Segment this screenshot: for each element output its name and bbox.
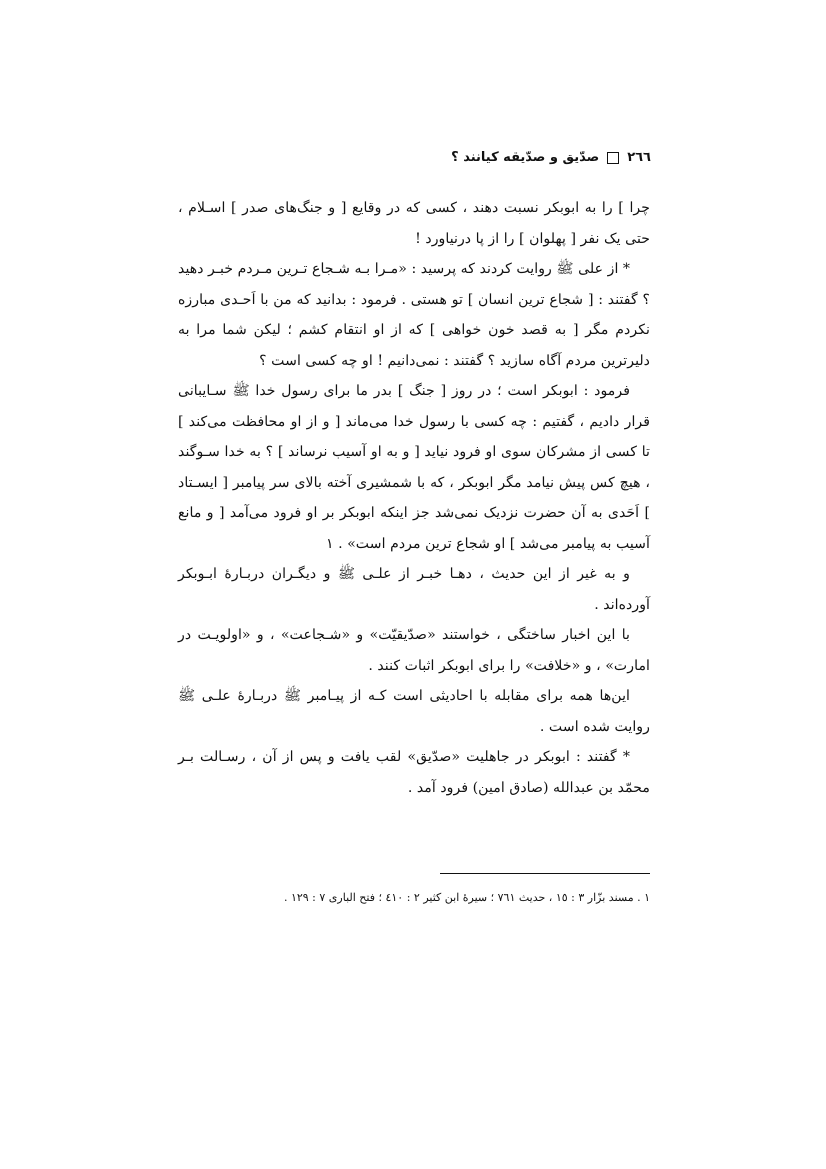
paragraph-5: با این اخبار ساختگی ، خواستند «صدّیقیّت» و «شـجاعت» ، و «اولویـت در امارت» ، و «خلافت» را برای ابوبکر اثبات کنند . <box>178 627 650 674</box>
footnote: ١ . مسند بزّار ٣ : ١٥ ، حدیث ٧٦١ ؛ سیرهٔ ابن کثیر ٢ : ٤١٠ ؛ فتح الباری ٧ : ١٢٩ . <box>283 891 650 904</box>
main-text <box>178 193 650 803</box>
running-header <box>451 150 651 165</box>
paragraph-2: * از علی ﷺ روایت کردند که پرسید : «مـرا بـه شـجاع تـرین مـردم خبـر دهید ؟ گفتند : [ شجاع ترین انسان ] تو هستی . فرمود : بدانید که من با اَحـدی مبارزه نکردم مگر [ به قصد خون خواهی ] که از او انتقام کشم ؛ لیکن شما مرا به دلیرترین مردم آگاه سازید ؟ گفتند : نمی‌دانیم ! او چه کسی است ؟ <box>178 261 650 369</box>
paragraph-7: * گفتند : ابوبکر در جاهلیت «صدّیق» لقب یافت و پس از آن ، رسـالت بـر محمّد بن عبدالله (صادق امین) فرود آمد . <box>178 749 650 796</box>
footnote-divider <box>440 873 650 874</box>
paragraph-6: این‌ها همه برای مقابله با احادیثی است کـه از پیـامبر ﷺ دربـارهٔ علـی ﷺ روایت شده است . <box>178 688 650 735</box>
paragraph-3: فرمود : ابوبکر است ؛ در روز [ جنگ ] بدر ما برای رسول خدا ﷺ سـایبانی قرار دادیم ، گفتیم : چه کسی با رسول خدا می‌ماند [ و از او محافظت می‌کند ] تا کسی از مشرکان سوی او فرود نیاید [ و به او آسیب نرساند ] ؟ به خدا سـوگند ، هیچ کس پیش نیامد مگر ابوبکر ، که با شمشیری آخته بالای سر پیامبر [ ایسـتاد ] اَحَدی به آن حضرت نزدیک نمی‌شد جز اینکه ابوبکر بر او فرود می‌آمد [ و مانع آسیب به پیامبر می‌شد ] او شجاع ترین مردم است» . ١ <box>178 383 650 552</box>
square-bullet-icon <box>607 152 619 164</box>
chapter-title: صدّیق و صدّیقه کیانند ؟ <box>451 150 600 165</box>
page-number: ٢٦٦ <box>627 150 651 165</box>
paragraph-1: چرا ] را به ابوبکر نسبت دهند ، کسی که در وقایع [ و جنگ‌های صدر ] اسـلام ، حتی یک نفر [ پهلوان ] را از پا درنیاورد ! <box>178 200 650 247</box>
paragraph-4: و به غیر از این حدیث ، دهـا خبـر از علـی ﷺ و دیگـران دربـارهٔ ابـوبکر آورده‌اند . <box>178 566 650 613</box>
